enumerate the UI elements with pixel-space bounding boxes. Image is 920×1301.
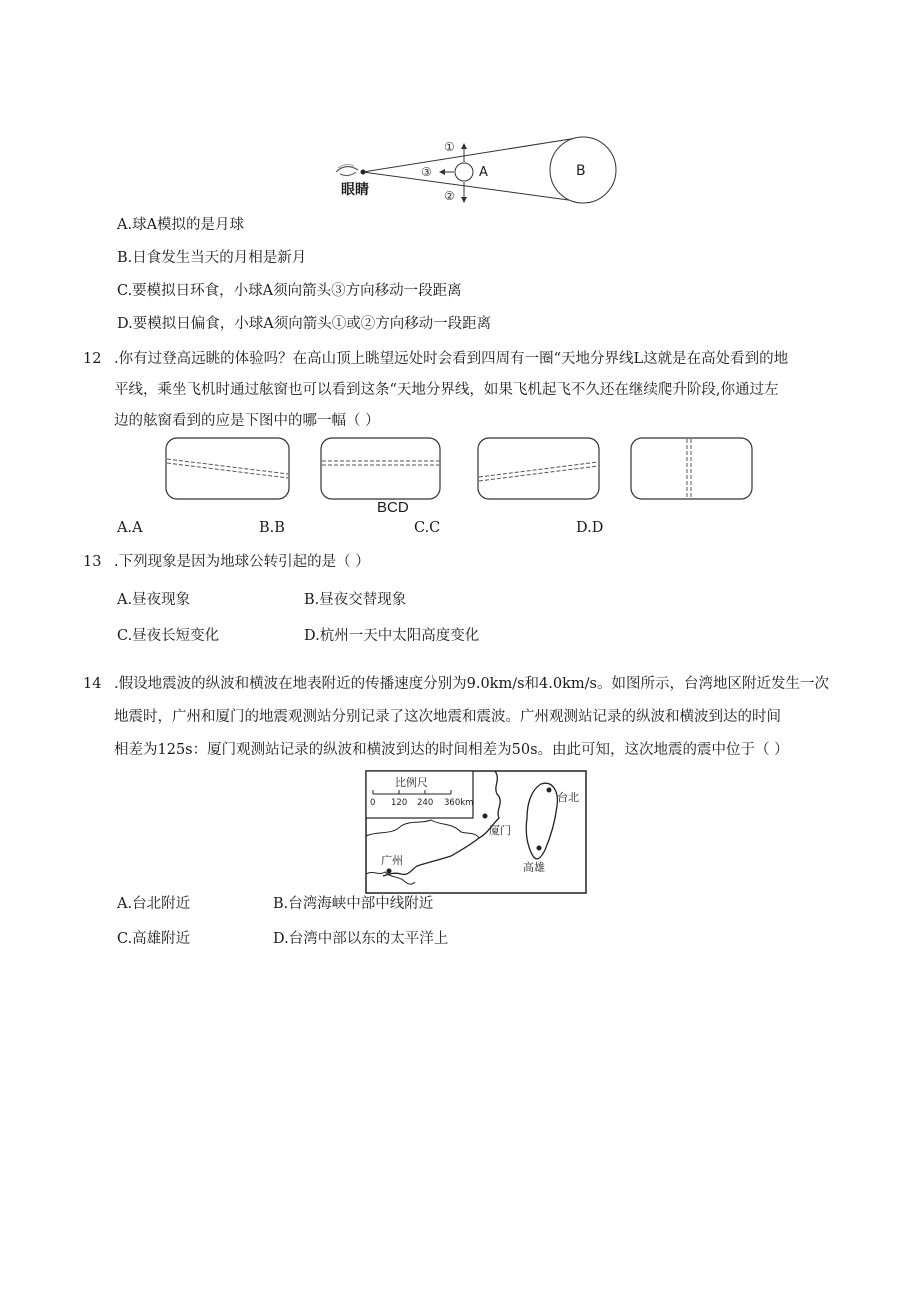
q13-option-c: C.昼夜长短变化 <box>117 628 220 644</box>
ball-b-label: B <box>576 163 586 179</box>
arrow-up-head <box>461 143 467 149</box>
q13-stem: .下列现象是因为地球公转引起的是（ ） <box>114 554 370 570</box>
arrow-3-label: ③ <box>421 165 432 179</box>
window-figure-b <box>320 437 442 501</box>
q13-number: 13 <box>83 554 102 570</box>
guangzhou-dot <box>387 869 392 874</box>
xiamen-dot <box>483 814 488 819</box>
scale-tick-240: 240 <box>417 798 434 808</box>
q14-stem-line-3: 相差为125s：厦门观测站记录的纵波和横波到达的时间相差为50s。由此可知，这次地震的震中位于（ ） <box>114 742 789 758</box>
scale-tick-0: 0 <box>370 798 376 808</box>
q12-option-d: D.D <box>576 520 604 536</box>
guangzhou-label: 广州 <box>381 854 403 867</box>
scale-tick-120: 120 <box>391 798 408 808</box>
taipei-dot <box>547 788 552 793</box>
window-figure-c <box>477 437 601 501</box>
q13-option-a: A.昼夜现象 <box>117 592 191 608</box>
q11-option-b: B.日食发生当天的月相是新月 <box>117 250 307 266</box>
q14-option-c: C.高雄附近 <box>117 931 191 947</box>
q14-option-d: D.台湾中部以东的太平洋上 <box>273 931 449 947</box>
q12-option-b: B.B <box>259 520 285 536</box>
q13-option-b: B.昼夜交替现象 <box>304 592 407 608</box>
q14-stem-line-2: 地震时，广州和厦门的地震观测站分别记录了这次地震和震波。广州观测站记录的纵波和横波到达的时间 <box>114 709 781 725</box>
q14-option-b: B.台湾海峡中部中线附近 <box>273 896 434 912</box>
arrow-left-head <box>439 169 445 175</box>
ball-a <box>455 163 473 181</box>
taipei-label: 台北 <box>557 791 579 804</box>
xiamen-label: 厦门 <box>489 824 511 837</box>
eclipse-diagram <box>330 132 620 204</box>
q14-stem-line-1: .假设地震波的纵波和横波在地表附近的传播速度分别为9.0km∕s和4.0km∕s。如图所示，台湾地区附近发生一次 <box>114 676 829 692</box>
q11-option-c: C.要模拟日环食，小球A须向箭头③方向移动一段距离 <box>117 283 462 299</box>
scale-tick-360: 360km <box>444 798 474 808</box>
kaohsiung-label: 高雄 <box>523 861 545 874</box>
q12-number: 12 <box>83 351 102 367</box>
arrow-1-label: ① <box>444 140 455 154</box>
q11-option-d: D.要模拟日偏食，小球A须向箭头①或②方向移动一段距离 <box>117 316 492 332</box>
q12-option-a: A.A <box>117 520 143 536</box>
q12-option-c: C.C <box>414 520 441 536</box>
taiwan-region-map <box>365 770 587 894</box>
q12-figure-label: BCD <box>377 499 409 516</box>
eye-icon <box>336 164 358 175</box>
window-figure-d <box>630 437 754 501</box>
eye-label: 眼睛 <box>341 182 369 198</box>
q14-option-a: A.台北附近 <box>117 896 191 912</box>
q12-stem-line-2: 平线，乘坐飞机时通过舷窗也可以看到这条“天地分界线，如果飞机起飞不久还在继续爬升阶段,你通过左 <box>114 382 779 398</box>
q12-stem-line-1: .你有过登高远眺的体验吗？在高山顶上眺望远处时会看到四周有一圈“天地分界线L这就是在高处看到的地 <box>114 351 789 367</box>
sight-line-lower <box>363 172 583 202</box>
arrow-down-head <box>461 197 467 203</box>
q13-option-d: D.杭州一天中太阳高度变化 <box>304 628 480 644</box>
q11-option-a: A.球A模拟的是月球 <box>117 217 245 233</box>
window-figure-a <box>165 437 291 501</box>
ball-a-label: A <box>479 165 488 180</box>
q12-stem-line-3: 边的舷窗看到的应是下图中的哪一幅（ ） <box>114 413 380 429</box>
q14-number: 14 <box>83 676 102 692</box>
arrow-2-label: ② <box>444 189 455 203</box>
kaohsiung-dot <box>537 846 542 851</box>
scale-title: 比例尺 <box>395 776 428 789</box>
